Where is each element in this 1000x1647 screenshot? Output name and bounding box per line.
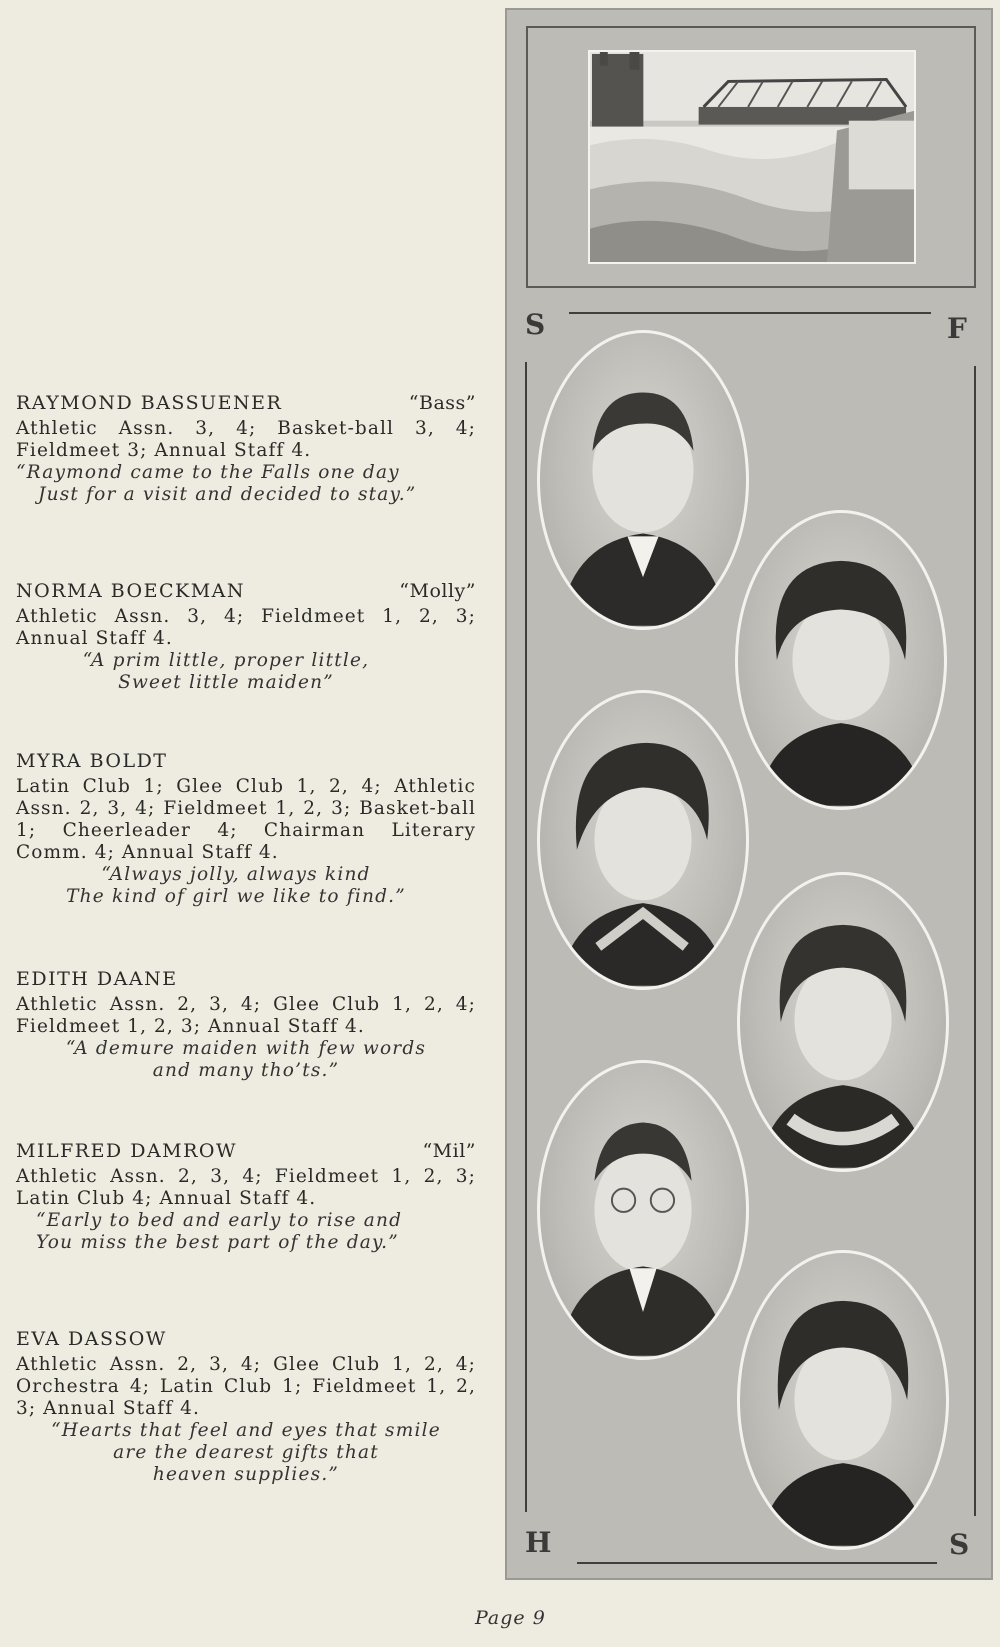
student-activities: Athletic Assn. 2, 3, 4; Glee Club 1, 2, 4; Fieldmeet 1, 2, 3; Annual Staff 4. <box>16 994 476 1037</box>
falls-photo <box>588 50 916 264</box>
corner-letter-top-right: F <box>947 312 967 345</box>
corner-letter-bottom-right: S <box>949 1528 970 1561</box>
student-name: NORMA BOECKMAN <box>16 580 246 602</box>
student-quote: “Raymond came to the Falls one day Just for a visit and decided to stay.” <box>16 462 417 505</box>
student-entry <box>16 1140 476 1254</box>
student-activities: Athletic Assn. 2, 3, 4; Glee Club 1, 2, 4; Orchestra 4; Latin Club 1; Fieldmeet 1, 2, 3; Annual Staff 4. <box>16 1354 476 1419</box>
portrait-eva-dassow <box>737 1250 949 1550</box>
student-activities: Latin Club 1; Glee Club 1, 2, 4; Athletic Assn. 2, 3, 4; Fieldmeet 1, 2, 3; Basket-ball 1; Cheerleader 4; Chairman Literary Comm. 4; Annual Staff 4. <box>16 776 476 863</box>
student-name: RAYMOND BASSUENER <box>16 392 283 414</box>
student-entry <box>16 750 476 908</box>
panel-rule-bottom <box>577 1562 937 1564</box>
portrait-edith-daane <box>737 872 949 1172</box>
student-quote: “Early to bed and early to rise and You miss the best part of the day.” <box>36 1210 403 1253</box>
corner-letter-bottom-left: H <box>525 1526 552 1559</box>
student-activities: Athletic Assn. 3, 4; Fieldmeet 1, 2, 3; Annual Staff 4. <box>16 606 476 649</box>
student-nickname: “Mil” <box>422 1140 476 1162</box>
student-name: MILFRED DAMROW <box>16 1140 238 1162</box>
portrait-raymond-bassuener <box>537 330 749 630</box>
student-entry <box>16 580 476 694</box>
student-quote: “Always jolly, always kind The kind of girl we like to find.” <box>66 864 406 907</box>
student-quote: “A prim little, proper little, Sweet little maiden” <box>82 650 370 693</box>
portrait-myra-boldt <box>537 690 749 990</box>
student-activities: Athletic Assn. 2, 3, 4; Fieldmeet 1, 2, 3; Latin Club 4; Annual Staff 4. <box>16 1166 476 1209</box>
student-entry <box>16 1328 476 1486</box>
falls-photo-frame <box>526 26 976 288</box>
panel-rule-left <box>525 362 527 1512</box>
student-quote: “Hearts that feel and eyes that smile are the dearest gifts that heaven supplies.” <box>51 1420 441 1485</box>
student-entry <box>16 392 476 506</box>
student-nickname: “Bass” <box>408 392 476 414</box>
student-name: MYRA BOLDT <box>16 750 168 772</box>
student-name: EDITH DAANE <box>16 968 178 990</box>
student-quote: “A demure maiden with few words and many tho’ts.” <box>65 1038 427 1081</box>
portrait-milfred-damrow <box>537 1060 749 1360</box>
corner-letter-top-left: S <box>525 308 546 341</box>
page-number: Page 9 <box>475 1607 546 1629</box>
student-name: EVA DASSOW <box>16 1328 167 1350</box>
panel-rule-right <box>974 366 976 1516</box>
panel-rule-top <box>569 312 931 314</box>
student-nickname: “Molly” <box>399 580 476 602</box>
student-entry <box>16 968 476 1082</box>
portrait-norma-boeckman <box>735 510 947 810</box>
photo-panel <box>505 8 993 1580</box>
student-activities: Athletic Assn. 3, 4; Basket-ball 3, 4; Fieldmeet 3; Annual Staff 4. <box>16 418 476 461</box>
